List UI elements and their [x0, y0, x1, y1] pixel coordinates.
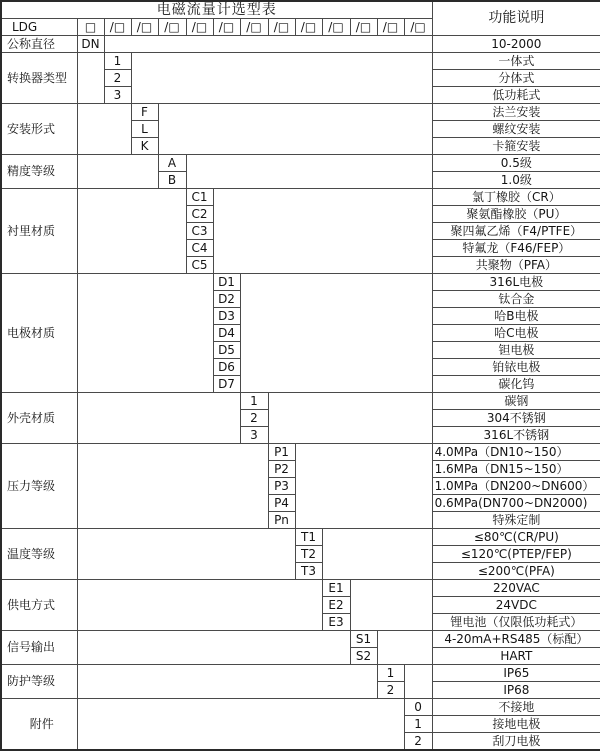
category-label: 安装形式 — [1, 104, 77, 155]
description-cell: 聚氨酯橡胶（PU） — [432, 206, 600, 223]
description-cell: IP65 — [432, 665, 600, 682]
description-cell: 锂电池（仅限低功耗式） — [432, 614, 600, 631]
category-label: 转换器类型 — [1, 53, 77, 104]
model-slot-box: /□ — [350, 19, 377, 36]
spacer-cell — [213, 189, 432, 274]
description-cell: 1.0级 — [432, 172, 600, 189]
model-slot-box: /□ — [158, 19, 186, 36]
code-cell: T2 — [295, 546, 322, 563]
spacer-cell — [268, 393, 432, 444]
code-cell: C1 — [186, 189, 213, 206]
spacer-cell — [77, 665, 377, 699]
description-cell: 卡箍安装 — [432, 138, 600, 155]
code-cell: Pn — [268, 512, 295, 529]
description-cell: 分体式 — [432, 70, 600, 87]
description-cell: 接地电极 — [432, 716, 600, 733]
spacer-cell — [77, 53, 104, 104]
row-electrode — [1, 274, 600, 291]
description-cell: 一体式 — [432, 53, 600, 70]
code-cell: P1 — [268, 444, 295, 461]
category-label: 附件 — [1, 699, 77, 751]
description-cell: 铂铱电极 — [432, 359, 600, 376]
code-cell: D2 — [213, 291, 240, 308]
code-cell: 3 — [104, 87, 131, 104]
description-cell: 钛合金 — [432, 291, 600, 308]
code-cell: 1 — [240, 393, 268, 410]
code-cell: 1 — [104, 53, 131, 70]
description-cell: 316L电极 — [432, 274, 600, 291]
description-cell: 1.6MPa（DN15~150） — [432, 461, 600, 478]
code-cell: 3 — [240, 427, 268, 444]
code-cell: 1 — [377, 665, 404, 682]
description-cell: 法兰安装 — [432, 104, 600, 121]
row-temperature — [1, 529, 600, 546]
code-cell: P4 — [268, 495, 295, 512]
description-cell: 0.5级 — [432, 155, 600, 172]
code-cell: A — [158, 155, 186, 172]
description-cell: 聚四氟乙烯（F4/PTFE） — [432, 223, 600, 240]
code-cell: S2 — [350, 648, 377, 665]
spacer-cell — [77, 580, 322, 631]
code-cell: D4 — [213, 325, 240, 342]
model-slot-box: /□ — [240, 19, 268, 36]
model-slot-box: /□ — [104, 19, 131, 36]
code-cell: B — [158, 172, 186, 189]
code-cell: 0 — [404, 699, 432, 716]
row-installation — [1, 104, 600, 121]
code-cell: L — [131, 121, 158, 138]
model-slot-box: /□ — [295, 19, 322, 36]
function-column-header: 功能说明 — [432, 1, 600, 36]
category-label: 精度等级 — [1, 155, 77, 189]
code-cell: 2 — [104, 70, 131, 87]
row-accessories — [1, 699, 600, 716]
model-slot-box: /□ — [404, 19, 432, 36]
description-cell: IP68 — [432, 682, 600, 699]
description-cell: 低功耗式 — [432, 87, 600, 104]
row-pressure — [1, 444, 600, 461]
description-cell: 哈C电极 — [432, 325, 600, 342]
code-cell: D5 — [213, 342, 240, 359]
page-title: 电磁流量计选型表 — [1, 1, 432, 19]
code-cell: E3 — [322, 614, 350, 631]
code-cell: 1 — [404, 716, 432, 733]
spacer-cell — [158, 104, 432, 155]
code-cell: 2 — [404, 733, 432, 751]
code-cell: E1 — [322, 580, 350, 597]
code-cell: P2 — [268, 461, 295, 478]
title-row — [1, 1, 600, 19]
description-cell: 0.6MPa(DN700~DN2000) — [432, 495, 600, 512]
code-cell: 2 — [240, 410, 268, 427]
row-accuracy — [1, 155, 600, 172]
category-label: 防护等级 — [1, 665, 77, 699]
spacer-cell — [77, 104, 131, 155]
spacer-cell — [295, 444, 432, 529]
description-cell: ≤120℃(PTEP/FEP) — [432, 546, 600, 563]
spacer-cell — [77, 393, 240, 444]
description-cell: 220VAC — [432, 580, 600, 597]
description-cell: 氯丁橡胶（CR） — [432, 189, 600, 206]
code-cell: C4 — [186, 240, 213, 257]
spacer-cell — [377, 631, 432, 665]
spacer-cell — [186, 155, 432, 189]
code-cell: C3 — [186, 223, 213, 240]
description-cell: ≤80℃(CR/PU) — [432, 529, 600, 546]
spacer-cell — [104, 36, 432, 53]
category-label: 衬里材质 — [1, 189, 77, 274]
description-cell: 哈B电极 — [432, 308, 600, 325]
model-slot-box: /□ — [213, 19, 240, 36]
code-cell: D7 — [213, 376, 240, 393]
model-slot-box: /□ — [268, 19, 295, 36]
description-cell: HART — [432, 648, 600, 665]
description-cell: 共聚物（PFA） — [432, 257, 600, 274]
model-slot-box: /□ — [322, 19, 350, 36]
category-label: 供电方式 — [1, 580, 77, 631]
code-cell: K — [131, 138, 158, 155]
description-cell: 碳钢 — [432, 393, 600, 410]
model-slot-box: /□ — [186, 19, 213, 36]
code-cell: T3 — [295, 563, 322, 580]
code-cell: T1 — [295, 529, 322, 546]
spacer-cell — [322, 529, 432, 580]
spacer-cell — [77, 631, 350, 665]
description-cell: 特殊定制 — [432, 512, 600, 529]
category-label: 信号输出 — [1, 631, 77, 665]
spacer-cell — [131, 53, 432, 104]
model-slot-box: /□ — [131, 19, 158, 36]
row-converter-type — [1, 53, 600, 70]
description-cell: 碳化钨 — [432, 376, 600, 393]
spacer-cell — [77, 444, 268, 529]
description-cell: 304不锈钢 — [432, 410, 600, 427]
code-cell: D3 — [213, 308, 240, 325]
description-cell: 不接地 — [432, 699, 600, 716]
description-cell: 4-20mA+RS485（标配） — [432, 631, 600, 648]
code-cell: DN — [77, 36, 104, 53]
spacer-cell — [77, 699, 404, 751]
spacer-cell — [77, 189, 186, 274]
category-label: 温度等级 — [1, 529, 77, 580]
code-cell: 2 — [377, 682, 404, 699]
description-cell: 10-2000 — [432, 36, 600, 53]
spacer-cell — [350, 580, 432, 631]
description-cell: 特氟龙（F46/FEP） — [432, 240, 600, 257]
description-cell: 4.0MPa（DN10~150） — [432, 444, 600, 461]
description-cell: 刮刀电极 — [432, 733, 600, 751]
category-label: 公称直径 — [1, 36, 77, 53]
description-cell: 316L不锈钢 — [432, 427, 600, 444]
spacer-cell — [77, 274, 213, 393]
category-label: 压力等级 — [1, 444, 77, 529]
description-cell: 螺纹安装 — [432, 121, 600, 138]
spacer-cell — [77, 529, 295, 580]
row-nominal-diameter — [1, 36, 600, 53]
spacer-cell — [77, 155, 158, 189]
model-slot-box: /□ — [377, 19, 404, 36]
model-prefix: LDG — [1, 19, 77, 36]
spacer-cell — [404, 665, 432, 699]
description-cell: 1.0MPa（DN200~DN600） — [432, 478, 600, 495]
code-cell: E2 — [322, 597, 350, 614]
code-cell: C2 — [186, 206, 213, 223]
description-cell: ≤200℃(PFA) — [432, 563, 600, 580]
code-cell: P3 — [268, 478, 295, 495]
category-label: 外壳材质 — [1, 393, 77, 444]
description-cell: 24VDC — [432, 597, 600, 614]
code-cell: F — [131, 104, 158, 121]
code-cell: C5 — [186, 257, 213, 274]
spacer-cell — [240, 274, 432, 393]
code-cell: D6 — [213, 359, 240, 376]
row-power-supply — [1, 580, 600, 597]
row-protection — [1, 665, 600, 682]
model-slot-box: □ — [77, 19, 104, 36]
description-cell: 钽电极 — [432, 342, 600, 359]
code-cell: S1 — [350, 631, 377, 648]
code-cell: D1 — [213, 274, 240, 291]
row-signal-output — [1, 631, 600, 648]
category-label: 电极材质 — [1, 274, 77, 393]
row-housing — [1, 393, 600, 410]
row-lining — [1, 189, 600, 206]
